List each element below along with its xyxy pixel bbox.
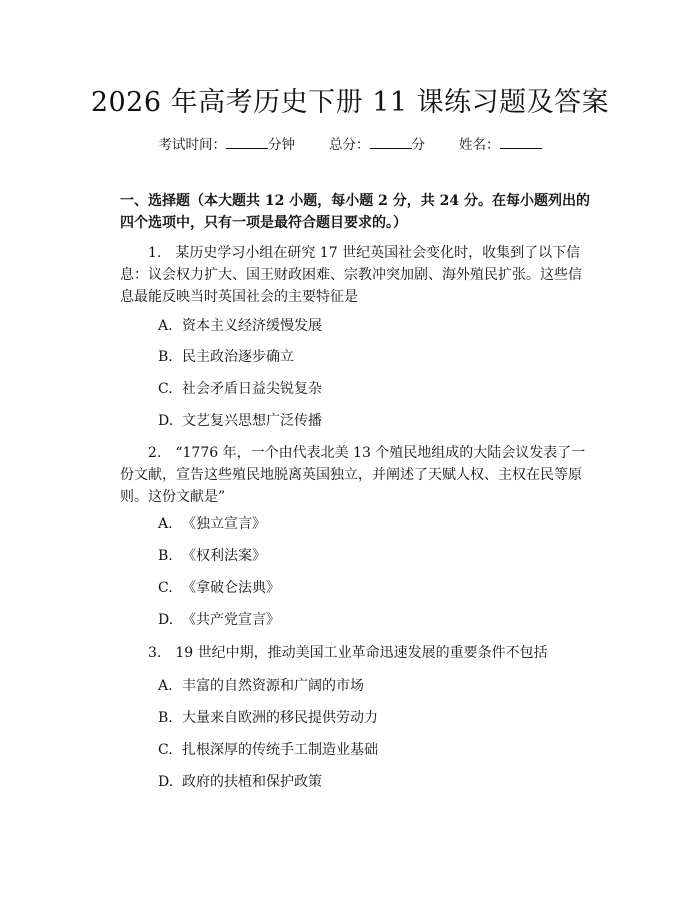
option-text: 社会矛盾日益尖锐复杂 bbox=[182, 381, 322, 397]
exam-title: 2026 年高考历史下册 11 课练习题及答案 bbox=[90, 87, 610, 118]
option-letter: C. bbox=[158, 381, 173, 397]
option-letter: A. bbox=[158, 318, 173, 334]
option-2a bbox=[158, 514, 266, 534]
option-letter: D. bbox=[158, 774, 174, 790]
option-letter: C. bbox=[158, 742, 173, 758]
question-1 bbox=[120, 242, 590, 308]
option-2d bbox=[158, 610, 280, 630]
option-3a bbox=[158, 676, 364, 696]
option-text: 资本主义经济缓慢发展 bbox=[182, 318, 322, 334]
option-1d bbox=[158, 411, 322, 431]
question-number: 3. bbox=[148, 645, 162, 661]
option-letter: B. bbox=[158, 349, 173, 365]
option-3b bbox=[158, 708, 378, 728]
option-1b bbox=[158, 347, 294, 367]
option-text: 《独立宣言》 bbox=[182, 516, 266, 532]
option-letter: B. bbox=[158, 710, 173, 726]
option-letter: D. bbox=[158, 413, 174, 429]
option-text: 大量来自欧洲的移民提供劳动力 bbox=[182, 710, 378, 726]
option-text: 扎根深厚的传统手工制造业基础 bbox=[182, 742, 378, 758]
option-3c bbox=[158, 740, 378, 760]
time-blank bbox=[226, 134, 268, 149]
option-letter: A. bbox=[158, 678, 173, 694]
score-label: 总分： bbox=[329, 137, 370, 153]
option-3d bbox=[158, 772, 322, 792]
option-letter: B. bbox=[158, 548, 173, 564]
option-text: 《拿破仑法典》 bbox=[182, 580, 280, 596]
section-heading: 一、选择题（本大题共 12 小题，每小题 2 分，共 24 分。在每小题列出的四个选项中，只有一项是最符合题目要求的。） bbox=[120, 193, 590, 231]
score-blank bbox=[370, 134, 412, 149]
option-text: 《权利法案》 bbox=[182, 548, 266, 564]
question-3 bbox=[120, 642, 590, 664]
option-letter: D. bbox=[158, 612, 174, 628]
question-stem: 某历史学习小组在研究 17 世纪英国社会变化时，收集到了以下信息：议会权力扩大、国王财政困难、宗教冲突加剧、海外殖民扩张。这些信息最能反映当时英国社会的主要特征是 bbox=[120, 245, 582, 305]
question-number: 1. bbox=[148, 245, 162, 261]
name-field bbox=[459, 133, 542, 153]
option-text: 《共产党宣言》 bbox=[182, 612, 280, 628]
time-unit: 分钟 bbox=[268, 137, 295, 153]
name-blank bbox=[500, 134, 542, 149]
name-label: 姓名： bbox=[459, 137, 500, 153]
question-stem: “1776 年，一个由代表北美 13 个殖民地组成的大陆会议发表了一份文献，宣告这些殖民地脱离英国独立，并阐述了天赋人权、主权在民等原则。这份文献是” bbox=[120, 445, 586, 505]
time-label: 考试时间： bbox=[158, 137, 226, 153]
question-stem: 19 世纪中期，推动美国工业革命迅速发展的重要条件不包括 bbox=[175, 645, 548, 661]
score-unit: 分 bbox=[411, 137, 425, 153]
question-2 bbox=[120, 442, 590, 508]
option-letter: A. bbox=[158, 516, 173, 532]
time-field bbox=[159, 133, 296, 153]
exam-meta bbox=[0, 133, 700, 153]
option-2c bbox=[158, 578, 280, 598]
option-text: 政府的扶植和保护政策 bbox=[182, 774, 322, 790]
option-letter: C. bbox=[158, 580, 173, 596]
option-1a bbox=[158, 316, 322, 336]
option-1c bbox=[158, 379, 322, 399]
option-text: 民主政治逐步确立 bbox=[182, 349, 294, 365]
option-2b bbox=[158, 546, 266, 566]
option-text: 文艺复兴思想广泛传播 bbox=[182, 413, 322, 429]
score-field bbox=[329, 133, 425, 153]
option-text: 丰富的自然资源和广阔的市场 bbox=[182, 678, 364, 694]
question-number: 2. bbox=[148, 445, 162, 461]
